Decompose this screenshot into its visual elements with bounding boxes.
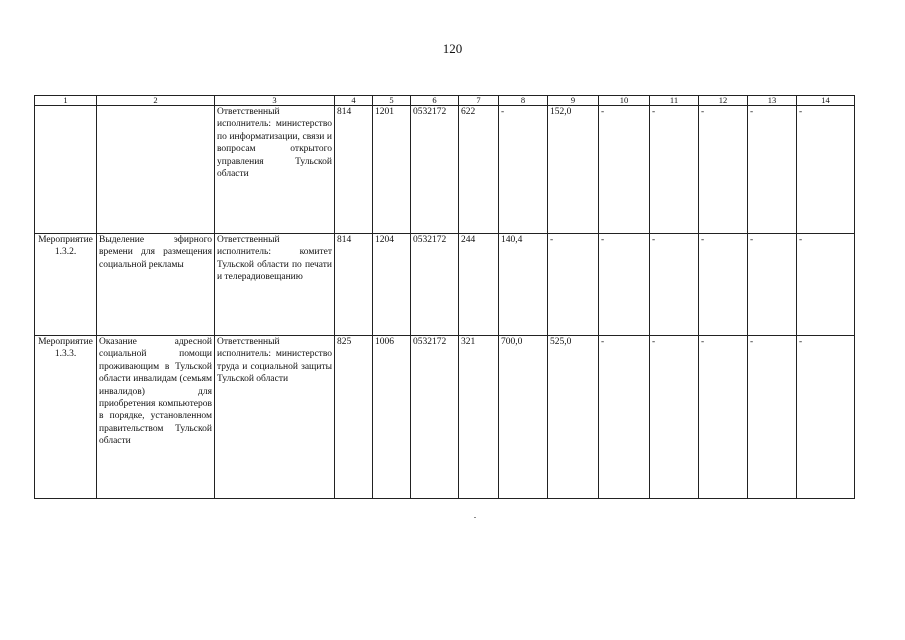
value-cell: - [599, 234, 650, 336]
header-cell: 9 [548, 96, 599, 106]
value-cell: 814 [335, 234, 373, 336]
executor-cell: Ответственный исполнитель: министерство по информатизации, связи и вопросам открытого управления Тульской области [215, 106, 335, 234]
value-cell: - [699, 234, 748, 336]
header-cell: 12 [699, 96, 748, 106]
value-cell: 321 [459, 336, 499, 499]
event-cell: Мероприятие 1.3.2. [35, 234, 97, 336]
executor-cell: Ответственный исполнитель: комитет Тульской области по печати и телерадиовещанию [215, 234, 335, 336]
value-cell: - [748, 106, 797, 234]
value-cell: - [748, 234, 797, 336]
value-cell: 525,0 [548, 336, 599, 499]
scan-speck [474, 517, 476, 518]
table-row [35, 234, 855, 336]
value-cell: 814 [335, 106, 373, 234]
header-cell: 11 [650, 96, 699, 106]
value-cell: 622 [459, 106, 499, 234]
header-cell: 5 [373, 96, 411, 106]
value-cell: 0532172 [411, 234, 459, 336]
value-cell: - [699, 336, 748, 499]
value-cell: 0532172 [411, 106, 459, 234]
budget-table [34, 95, 855, 499]
value-cell: 140,4 [499, 234, 548, 336]
value-cell: - [548, 234, 599, 336]
value-cell: - [797, 106, 855, 234]
event-name-cell: Оказание адресной социальной помощи проживающим в Тульской области инвалидам (семьям инвалидов) для приобретения компьютеров в порядке, установленном правительством Тульской области [97, 336, 215, 499]
header-cell: 14 [797, 96, 855, 106]
header-cell: 7 [459, 96, 499, 106]
value-cell: 1204 [373, 234, 411, 336]
header-cell: 3 [215, 96, 335, 106]
event-cell [35, 106, 97, 234]
header-cell: 4 [335, 96, 373, 106]
header-cell: 1 [35, 96, 97, 106]
value-cell: 244 [459, 234, 499, 336]
executor-cell: Ответственный исполнитель: министерство труда и социальной защиты Тульской области [215, 336, 335, 499]
value-cell: - [599, 336, 650, 499]
value-cell: - [499, 106, 548, 234]
value-cell: - [650, 336, 699, 499]
value-cell: 1201 [373, 106, 411, 234]
page-number: 120 [442, 41, 463, 56]
header-cell: 13 [748, 96, 797, 106]
value-cell: - [650, 106, 699, 234]
value-cell: - [797, 336, 855, 499]
header-cell: 6 [411, 96, 459, 106]
value-cell: - [599, 106, 650, 234]
value-cell: 825 [335, 336, 373, 499]
value-cell: 152,0 [548, 106, 599, 234]
value-cell: 1006 [373, 336, 411, 499]
table-row [35, 336, 855, 499]
value-cell: - [699, 106, 748, 234]
value-cell: 0532172 [411, 336, 459, 499]
table-row [35, 106, 855, 234]
event-name-cell: Выделение эфирного времени для размещения социальной рекламы [97, 234, 215, 336]
table-header-row [35, 96, 855, 106]
value-cell: 700,0 [499, 336, 548, 499]
header-cell: 8 [499, 96, 548, 106]
header-cell: 10 [599, 96, 650, 106]
event-cell: Мероприятие 1.3.3. [35, 336, 97, 499]
value-cell: - [797, 234, 855, 336]
value-cell: - [748, 336, 797, 499]
header-cell: 2 [97, 96, 215, 106]
value-cell: - [650, 234, 699, 336]
event-name-cell [97, 106, 215, 234]
